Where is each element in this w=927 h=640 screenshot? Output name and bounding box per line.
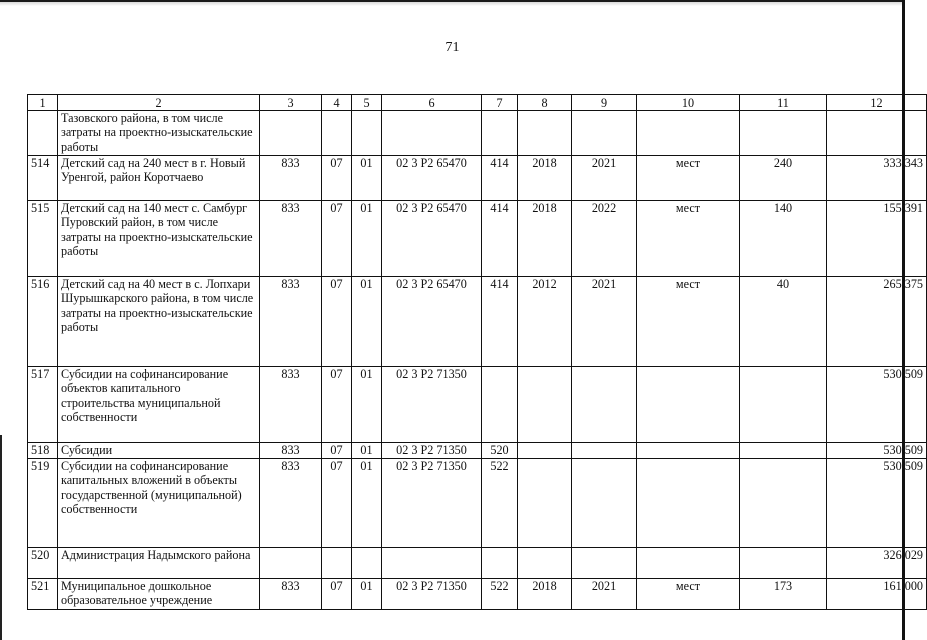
cell-col12: 155,391 (827, 201, 927, 277)
cell-col7 (482, 111, 518, 156)
row-name: Субсидии на софинансирование капитальных вложений в объекты государственной (муниципальной) собственности (58, 459, 260, 548)
cell-col9 (572, 367, 637, 443)
table-row (28, 548, 927, 579)
cell-col5 (352, 111, 382, 156)
row-number: 519 (28, 459, 58, 548)
budget-table (27, 94, 927, 610)
cell-col9: 2021 (572, 277, 637, 367)
row-number (28, 111, 58, 156)
cell-col4: 07 (322, 156, 352, 201)
cell-col6 (382, 111, 482, 156)
cell-col8 (518, 367, 572, 443)
row-number: 518 (28, 443, 58, 459)
column-header: 3 (260, 95, 322, 111)
column-header: 5 (352, 95, 382, 111)
cell-col4: 07 (322, 579, 352, 610)
column-header: 8 (518, 95, 572, 111)
cell-col5: 01 (352, 156, 382, 201)
cell-col8: 2012 (518, 277, 572, 367)
cell-col8 (518, 443, 572, 459)
cell-col10: мест (637, 277, 740, 367)
cell-col5: 01 (352, 443, 382, 459)
cell-col6: 02 3 P2 71350 (382, 579, 482, 610)
cell-col11 (740, 459, 827, 548)
cell-col10 (637, 459, 740, 548)
cell-col5: 01 (352, 277, 382, 367)
column-header: 2 (58, 95, 260, 111)
cell-col3: 833 (260, 201, 322, 277)
cell-col3: 833 (260, 579, 322, 610)
cell-col10: мест (637, 201, 740, 277)
cell-col3: 833 (260, 459, 322, 548)
cell-col3: 833 (260, 367, 322, 443)
cell-col4 (322, 111, 352, 156)
cell-col7: 414 (482, 277, 518, 367)
cell-col9 (572, 459, 637, 548)
cell-col3: 833 (260, 443, 322, 459)
cell-col12: 265,375 (827, 277, 927, 367)
cell-col10: мест (637, 579, 740, 610)
cell-col4: 07 (322, 459, 352, 548)
scan-top-edge (0, 0, 905, 6)
cell-col6: 02 3 P2 71350 (382, 443, 482, 459)
cell-col10: мест (637, 156, 740, 201)
cell-col8: 2018 (518, 579, 572, 610)
cell-col6: 02 3 P2 71350 (382, 367, 482, 443)
cell-col7: 414 (482, 201, 518, 277)
cell-col12: 530,509 (827, 459, 927, 548)
cell-col9 (572, 111, 637, 156)
cell-col4: 07 (322, 367, 352, 443)
cell-col8 (518, 548, 572, 579)
cell-col11 (740, 548, 827, 579)
cell-col6: 02 3 P2 65470 (382, 201, 482, 277)
header-row (28, 95, 927, 111)
table-row (28, 579, 927, 610)
cell-col5: 01 (352, 201, 382, 277)
row-name: Муниципальное дошкольное образовательное учреждение (58, 579, 260, 610)
cell-col3 (260, 548, 322, 579)
row-name: Тазовского района, в том числе затраты на проектно-изыскательские работы (58, 111, 260, 156)
row-name: Субсидии (58, 443, 260, 459)
cell-col11 (740, 111, 827, 156)
cell-col8 (518, 111, 572, 156)
column-header: 6 (382, 95, 482, 111)
row-name: Детский сад на 140 мест с. Самбург Пуровский район, в том числе затраты на проектно-изыскательские работы (58, 201, 260, 277)
table-row (28, 459, 927, 548)
row-number: 515 (28, 201, 58, 277)
cell-col12: 161,000 (827, 579, 927, 610)
cell-col7: 414 (482, 156, 518, 201)
page-number: 71 (445, 40, 460, 55)
cell-col11: 240 (740, 156, 827, 201)
cell-col3: 833 (260, 277, 322, 367)
row-number: 514 (28, 156, 58, 201)
cell-col6 (382, 548, 482, 579)
cell-col11 (740, 367, 827, 443)
cell-col8: 2018 (518, 156, 572, 201)
cell-col11 (740, 443, 827, 459)
column-header: 7 (482, 95, 518, 111)
cell-col11: 140 (740, 201, 827, 277)
cell-col4 (322, 548, 352, 579)
row-number: 520 (28, 548, 58, 579)
table-row (28, 201, 927, 277)
cell-col12: 333,343 (827, 156, 927, 201)
cell-col12: 530,509 (827, 443, 927, 459)
cell-col9 (572, 548, 637, 579)
cell-col3: 833 (260, 156, 322, 201)
row-number: 521 (28, 579, 58, 610)
cell-col12: 326,029 (827, 548, 927, 579)
cell-col8 (518, 459, 572, 548)
table-row (28, 443, 927, 459)
table-row (28, 111, 927, 156)
row-name: Детский сад на 240 мест в г. Новый Уренгой, район Коротчаево (58, 156, 260, 201)
cell-col4: 07 (322, 277, 352, 367)
cell-col5: 01 (352, 367, 382, 443)
column-header: 4 (322, 95, 352, 111)
cell-col9: 2021 (572, 579, 637, 610)
table-row (28, 156, 927, 201)
cell-col12: 530,509 (827, 367, 927, 443)
cell-col5 (352, 548, 382, 579)
column-header: 11 (740, 95, 827, 111)
cell-col6: 02 3 P2 65470 (382, 277, 482, 367)
cell-col6: 02 3 P2 65470 (382, 156, 482, 201)
cell-col9: 2022 (572, 201, 637, 277)
cell-col4: 07 (322, 443, 352, 459)
cell-col8: 2018 (518, 201, 572, 277)
row-name: Детский сад на 40 мест в с. Лопхари Шурышкарского района, в том числе затраты на проектно-изыскательские работы (58, 277, 260, 367)
table-row (28, 367, 927, 443)
cell-col4: 07 (322, 201, 352, 277)
row-number: 517 (28, 367, 58, 443)
cell-col7: 520 (482, 443, 518, 459)
cell-col10 (637, 111, 740, 156)
table-row (28, 277, 927, 367)
cell-col9: 2021 (572, 156, 637, 201)
row-name: Субсидии на софинансирование объектов капитального строительства муниципальной собственности (58, 367, 260, 443)
column-header: 9 (572, 95, 637, 111)
cell-col7 (482, 548, 518, 579)
scan-left-edge (0, 435, 2, 640)
cell-col11: 173 (740, 579, 827, 610)
cell-col10 (637, 443, 740, 459)
cell-col5: 01 (352, 579, 382, 610)
cell-col10 (637, 367, 740, 443)
cell-col6: 02 3 P2 71350 (382, 459, 482, 548)
cell-col5: 01 (352, 459, 382, 548)
row-number: 516 (28, 277, 58, 367)
row-name: Администрация Надымского района (58, 548, 260, 579)
cell-col9 (572, 443, 637, 459)
cell-col12 (827, 111, 927, 156)
cell-col7: 522 (482, 579, 518, 610)
cell-col7: 522 (482, 459, 518, 548)
cell-col10 (637, 548, 740, 579)
cell-col3 (260, 111, 322, 156)
column-header: 10 (637, 95, 740, 111)
column-header: 1 (28, 95, 58, 111)
column-header: 12 (827, 95, 927, 111)
cell-col7 (482, 367, 518, 443)
cell-col11: 40 (740, 277, 827, 367)
